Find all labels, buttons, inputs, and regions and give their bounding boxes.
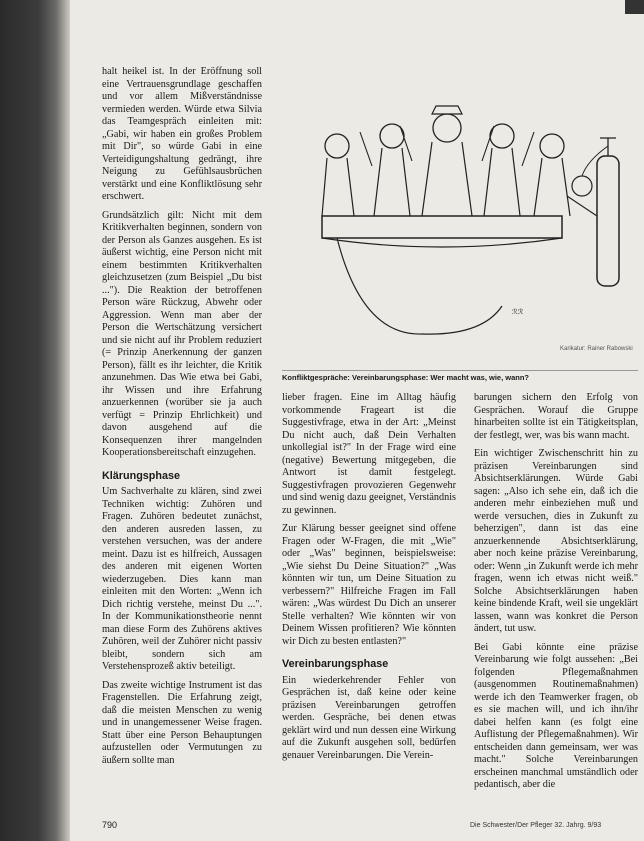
paragraph: Das zweite wichtige Instrument ist das Fragenstellen. Die Erfahrung zeigt, daß die meisten Menschen zu wenig und in unangemessener Weise fragen. Statt über eine Person Behauptungen aufzustellen oder Vermutungen zu äußern sollte man bbox=[102, 679, 262, 766]
paragraph: Zur Klärung besser geeignet sind offene Fragen oder W-Fragen, die mit „Wie" oder „Was" beginnen, beispielsweise: „Wie siehst Du Deine Situation?" „Was könnten wir tun, um Deine Situation zu verbessern?" Hilfreiche Fragen im Fall wären: „Was würdest Du Dich an unserer Stelle verhalten? Wie könnten wir von Deinem Wissen profitieren? Wie könnten wir Dich zu besten entlasten?" bbox=[282, 523, 456, 647]
paragraph: Grundsätzlich gilt: Nicht mit dem Kritikverhalten beginnen, sondern von der Person als Ganzes ausgehen. Es ist äußerst wichtig, eine Person nicht mit einem bestimmten Kritikverhalten gleichzusetzen (zum Beispiel „Du bist ..."). Die Reaktion der betroffenen Person wäre Rückzug, Abwehr oder Aggression. Wenn man aber der Person die Wertschätzung versichert und sie nicht auf ihr Problem reduziert (= Prinzip Anerkennung der ganzen Person), fällt es ihr leichter, die Kritik anzunehmen. Das Wie etwa bei Gabi, ihr Wissen und ihre Erfahrung anzuerkennen (worüber sie ja auch verfügt = Prinzip Ehrlichkeit) und davon ausgehend auf die Konsequenzen ihrer mangelnden Kooperationsbereitschaft einzugehen. bbox=[102, 209, 262, 458]
page-edge-mark bbox=[625, 0, 644, 14]
paragraph: Ein wichtiger Zwischenschritt hin zu präzisen Vereinbarungen sind Absichtserklärungen. Würde Gabi sagen: „Also ich sehe ein, daß ich die anderen mehr einbeziehen muß und werde versuchen, dies in Zukunft zu beherzigen", dann ist das eine anzuerkennende Absichtserklärung, aber noch keine präzise Vereinbarung, oder: Wenn „in Zukunft werde ich mehr fragen, wenn ich etwas nicht weiß." Solche Absichtserklärungen haben keine bindende Kraft, weil sie ungeklärt lassen, wann was konkret die Person ändert, tut usw. bbox=[474, 448, 638, 634]
section-heading-klaerungsphase: Klärungsphase bbox=[102, 469, 180, 482]
text-column-2 bbox=[282, 392, 456, 812]
text-column-1 bbox=[102, 66, 262, 806]
text-column-3 bbox=[474, 392, 638, 812]
figure-caption: Konfliktgespräche: Vereinbarungsphase: Wer macht was, wie, wann? bbox=[282, 370, 638, 382]
section-heading-vereinbarungsphase: Vereinbarungsphase bbox=[282, 658, 389, 670]
svg-text:ℛℛ: ℛℛ bbox=[512, 309, 524, 316]
paragraph: lieber fragen. Eine im Alltag häufig vorkommende Frageart ist die Suggestivfrage, etwa in der Art: „Meinst Du nicht auch, daß Dein Verhalten unkollegial ist?" In der Frage wird eine (negative) Bewertung mitgegeben, die Antwort ist damit festgelegt. Suggestivfragen provozieren Gegenwehr und sind wenig dazu geeignet, Verständnis zu gewinnen. bbox=[282, 392, 456, 516]
journal-footer: Die Schwester/Der Pfleger 32. Jahrg. 9/93 bbox=[470, 822, 602, 829]
hospital-cartoon-drawing bbox=[282, 66, 638, 366]
paragraph: Bei Gabi könnte eine präzise Vereinbarung wie folgt aussehen: „Bei folgenden Pflegemaßnahmen (ausgenommen Routinemaßnahmen) werde ich den Teamwerker fragen, ob es sie machen will, und ich ihn/ihr dabei helfen kann (es folgt eine Auflistung der Pflegemaßnahmen). Wir entscheiden dann gemeinsam, wer was macht." Solche Vereinbarungen erscheinen manchmal umständlich oder pedantisch, aber die bbox=[474, 641, 638, 790]
cartoon-illustration bbox=[282, 66, 638, 366]
illustration-credit: Karikatur: Rainer Rabowski bbox=[560, 346, 633, 352]
paragraph: halt heikel ist. In der Eröffnung soll eine Vertrauensgrundlage geschaffen und vor allem Mißverständnisse vermieden werden. Würde etwa Silvia das Teamgespräch einleiten mit: „Gabi, wir haben ein großes Problem mit Dir", so würde Gabi in eine Verteidigungshaltung gedrängt, ihre Neigung zu Gefühlsausbrüchen verstärkt und eine Konfliktlösung sehr erschwert. bbox=[102, 66, 262, 202]
book-spine-shadow bbox=[0, 0, 70, 841]
page-number: 790 bbox=[102, 820, 118, 830]
paragraph: Ein wiederkehrender Fehler von Gesprächen ist, daß keine oder keine präzisen Vereinbarungen getroffen werden. Gespräche, bei denen etwas geklärt wird und nun dessen eine Wirkung auf die Zukunft ausgehen soll, bedürfen genauer Vereinbarungen. Die Verein- bbox=[282, 674, 456, 761]
paragraph: barungen sichern den Erfolg von Gesprächen. Worauf die Gruppe hinarbeiten sollte ist ein Tätigkeitsplan, der festlegt, wer, was bis wann macht. bbox=[474, 392, 638, 441]
paragraph: Um Sachverhalte zu klären, sind zwei Techniken wichtig: Zuhören und Fragen. Zuhören bedeutet zunächst, den anderen ausreden lassen, zu verstehen versuchen, was der andere meint. Dazu ist es hilfreich, Aussagen des anderen mit eigenen Worten wiederzugeben. Dies kann man einleiten mit den Worten: „Wenn ich Dich richtig verstehe, meinst Du ...". In der Kommunikationstheorie nennt man diese Form des Zuhörens aktives Zuhören, weil der Zuhörer nicht passiv bleibt, sondern sich am Verstehensprozeß aktiv beteiligt. bbox=[102, 486, 262, 672]
magazine-page bbox=[70, 0, 644, 841]
